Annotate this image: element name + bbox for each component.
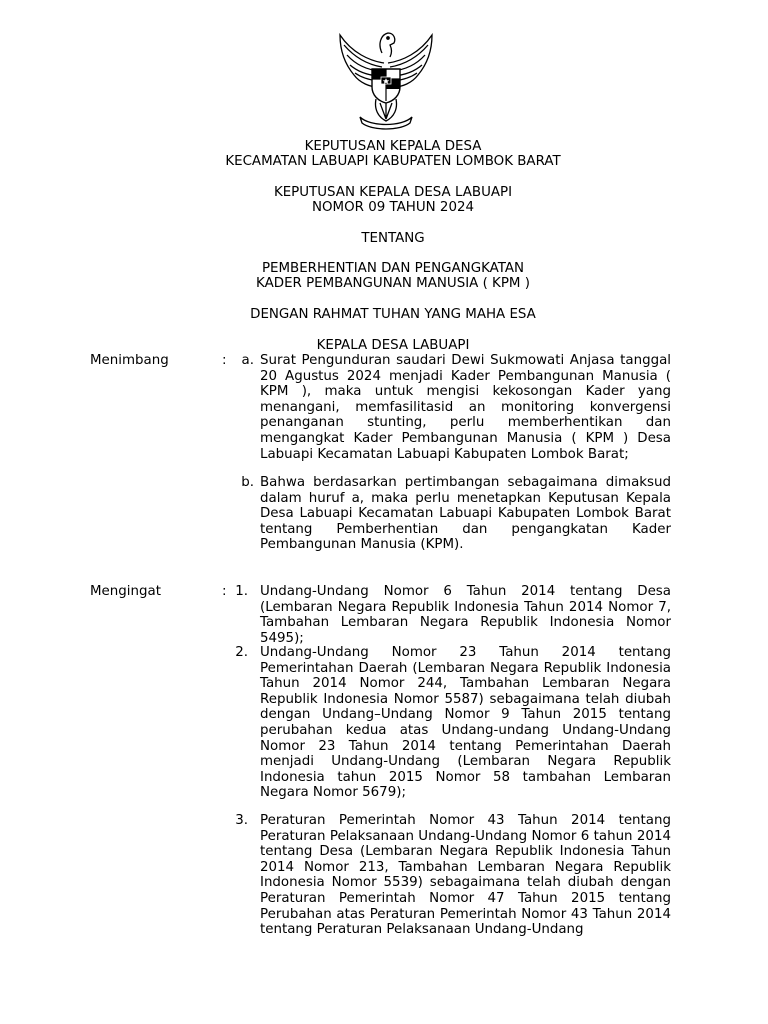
rahmat-line: DENGAN RAHMAT TUHAN YANG MAHA ESA [250,307,536,322]
mengingat-item-2-text: Undang-Undang Nomor 23 Tahun 2014 tentang Pemerintahan Daerah (Lembaran Negara Republik Indonesia Tahun 2014 Nomor 244, Tambahan Lembaran Negara Republik Indonesia Nomor 5587) sebagaimana telah diubah dengan Undang–Undang Nomor 9 Tahun 2015 tentang perubahan kedua atas Undang-undang Undang-Undang Nomor 23 Tahun 2014 tentang Pemerintahan Daerah menjadi Undang-Undang (Lembaran Negara Republik Indonesia tahun 2015 Nomor 58 tambahan Lembaran Negara Nomor 5679); [260,645,671,801]
mengingat-item-2-marker: 2. [235,645,248,660]
mengingat-item-3-marker: 3. [235,813,248,828]
mengingat-colon: : [222,584,227,599]
garuda-emblem-icon [330,23,442,135]
menimbang-colon: : [222,353,227,368]
menimbang-item-b-marker: b. [241,475,254,490]
menimbang-item-a-text: Surat Pengunduran saudari Dewi Sukmowati Anjasa tanggal 20 Agustus 2024 menjadi Kader Pembangunan Manusia ( KPM ), maka untuk mengisi kekosongan Kader yang menangani, memfasilitasid an monitoring konvergensi penanganan stunting, perlu memberhentikan dan mengangkat Kader Pembangunan Manusia ( KPM ) Desa Labuapi Kecamatan Labuapi Kabupaten Lombok Barat; [260,353,671,462]
decision-number: NOMOR 09 TAHUN 2024 [311,200,475,215]
mengingat-item-3-text: Peraturan Pemerintah Nomor 43 Tahun 2014 tentang Peraturan Pelaksanaan Undang-Undang Nomor 6 tahun 2014 tentang Desa (Lembaran Negara Republik Indonesia Tahun 2014 Nomor 213, Tambahan Lembaran Negara Republik Indonesia Nomor 5539) sebagaimana telah diubah dengan Peraturan Pemerintah Nomor 47 Tahun 2015 tentang Perubahan atas Peraturan Pemerintah Nomor 43 Tahun 2014 tentang Peraturan Pelaksanaan Undang-Undang [260,813,671,938]
header-line-1: KEPUTUSAN KEPALA DESA [304,139,482,154]
subject-line-2: KADER PEMBANGUNAN MANUSIA ( KPM ) [256,276,530,291]
mengingat-item-1-marker: 1. [235,584,248,599]
menimbang-item-b-text: Bahwa berdasarkan pertimbangan sebagaimana dimaksud dalam huruf a, maka perlu menetapkan Keputusan Kepala Desa Labuapi Kecamatan Labuapi Kabupaten Lombok Barat tentang Pemberhentian dan pengangkatan Kader Pembangunan Manusia (KPM). [260,475,671,553]
kepala-desa-line: KEPALA DESA LABUAPI [316,338,470,353]
tentang-heading: TENTANG [361,231,425,246]
mengingat-label: Mengingat [90,584,161,599]
menimbang-label: Menimbang [90,353,169,368]
header-line-2: KECAMATAN LABUAPI KABUPATEN LOMBOK BARAT [225,154,561,169]
subject-line-1: PEMBERHENTIAN DAN PENGANGKATAN [261,261,525,276]
mengingat-item-1-text: Undang-Undang Nomor 6 Tahun 2014 tentang Desa (Lembaran Negara Republik Indonesia Tahun 2014 Nomor 7, Tambahan Lembaran Negara Republik Indonesia Nomor 5495); [260,584,671,646]
decision-title: KEPUTUSAN KEPALA DESA LABUAPI [273,185,513,200]
menimbang-item-a-marker: a. [241,353,254,368]
